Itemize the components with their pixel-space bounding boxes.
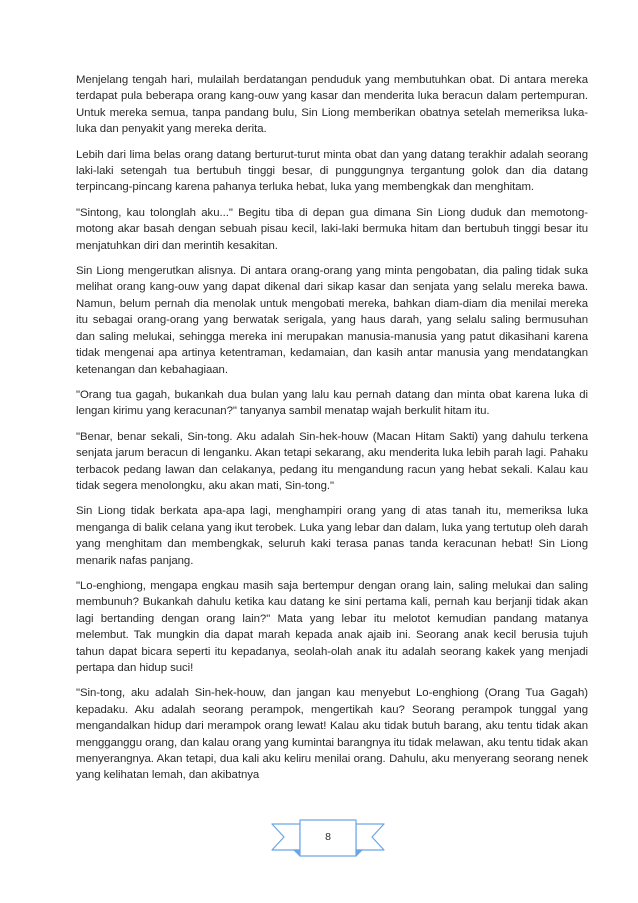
paragraph: "Benar, benar sekali, Sin-tong. Aku adalah Sin-hek-houw (Macan Hitam Sakti) yang dahulu terkena senjata jarum beracun di lenganku. Akan tetapi sekarang, aku menderita luka lebih parah lagi. Pahaku terbacok pedang lawan dan celakanya, pedang itu mengandung racun yang hebat sekali. Kalau kau tidak segera menolongku, aku akan mati, Sin-tong." [76, 430, 588, 492]
page-footer [0, 818, 638, 878]
paragraph: Sin Liong mengerutkan alisnya. Di antara orang-orang yang minta pengobatan, dia paling tidak suka melihat orang kang-ouw yang dapat dikenal dari sikap kasar dan senjata yang selalu mereka bawa. Namun, belum pernah dia menolak untuk mengobati mereka, bahkan diam-diam dia menilai mereka itu sebagai orang-orang yang berwatak serigala, yang haus darah, yang selalu saling bermusuhan dan saling melukai, sehingga mereka ini merupakan manusia-manusia yang patut dikasihani karena tidak mengenai apa artinya ketentraman, kedamaian, dan kasih antar manusia yang mendatangkan ketenangan dan kebahagiaan. [76, 265, 588, 376]
paragraph: "Sin-tong, aku adalah Sin-hek-houw, dan jangan kau menyebut Lo-enghiong (Orang Tua Gagah) kepadaku. Aku adalah seorang perampok, mengertikah kau? Seorang perampok tunggal yang mengandalkan hidup dari merampok orang lewat! Kalau aku tidak butuh barang, aku tentu tidak akan mengganggu orang, dan kalau orang yang kumintai barangnya itu tidak melawan, aku tentu tidak akan menyerangnya. Akan tetapi, dua kali aku keliru menilai orang. Dahulu, aku menyerang seorang nenek yang kelihatan lemah, dan akibatnya [76, 687, 588, 782]
page-number: 8 [325, 831, 331, 843]
paragraph: Menjelang tengah hari, mulailah berdatangan penduduk yang membutuhkan obat. Di antara mereka terdapat pula beberapa orang kang-ouw yang kasar dan menderita luka beracun dalam pertempuran. Untuk mereka semua, tanpa pandang bulu, Sin Liong memberikan obatnya setelah memeriksa luka-luka dan penyakit yang mereka derita. [76, 74, 588, 136]
paragraph: "Orang tua gagah, bukankah dua bulan yang lalu kau pernah datang dan minta obat karena luka di lengan kirimu yang keracunan?" tanyanya sambil menatap wajah berkulit hitam itu. [76, 388, 588, 418]
paragraph: "Lo-enghiong, mengapa engkau masih saja bertempur dengan orang lain, saling melukai dan saling membunuh? Bukankah dahulu ketika kau datang ke sini pertama kali, pernah kau berjanji tidak akan lagi bertanding dengan orang lain?" Mata yang lebar itu melotot kemudian pandang matanya melembut. Tak mungkin dia dapat marah kepada anak ajaib ini. Seorang anak kecil berusia tujuh tahun dapat bicara seperti itu kepadanya, seolah-olah anak itu adalah seorang kakek yang menjadi pertapa dan hidup suci! [76, 579, 588, 674]
paragraph: Sin Liong tidak berkata apa-apa lagi, menghampiri orang yang di atas tanah itu, memeriksa luka menganga di balik celana yang ikut terobek. Luka yang lebar dan dalam, luka yang tertutup oleh darah yang menghitam dan membengkak, seluruh kaki terasa panas tanda keracunan hebat! Sin Liong menarik nafas panjang. [76, 505, 588, 567]
paragraph: "Sintong, kau tolonglah aku..." Begitu tiba di depan gua dimana Sin Liong duduk dan memotong-motong akar basah dengan sebuah pisau kecil, laki-laki bermuka hitam dan bertubuh tinggi besar itu menjatuhkan diri dan merintih kesakitan. [76, 206, 588, 252]
page-body [76, 72, 588, 793]
ribbon-banner-icon [268, 818, 388, 878]
paragraph: Lebih dari lima belas orang datang berturut-turut minta obat dan yang datang terakhir adalah seorang laki-laki setengah tua bertubuh tinggi besar, di punggungnya tergantung golok dan dia datang terpincang-pincang karena pahanya terluka hebat, luka yang membengkak dan menghitam. [76, 148, 588, 194]
